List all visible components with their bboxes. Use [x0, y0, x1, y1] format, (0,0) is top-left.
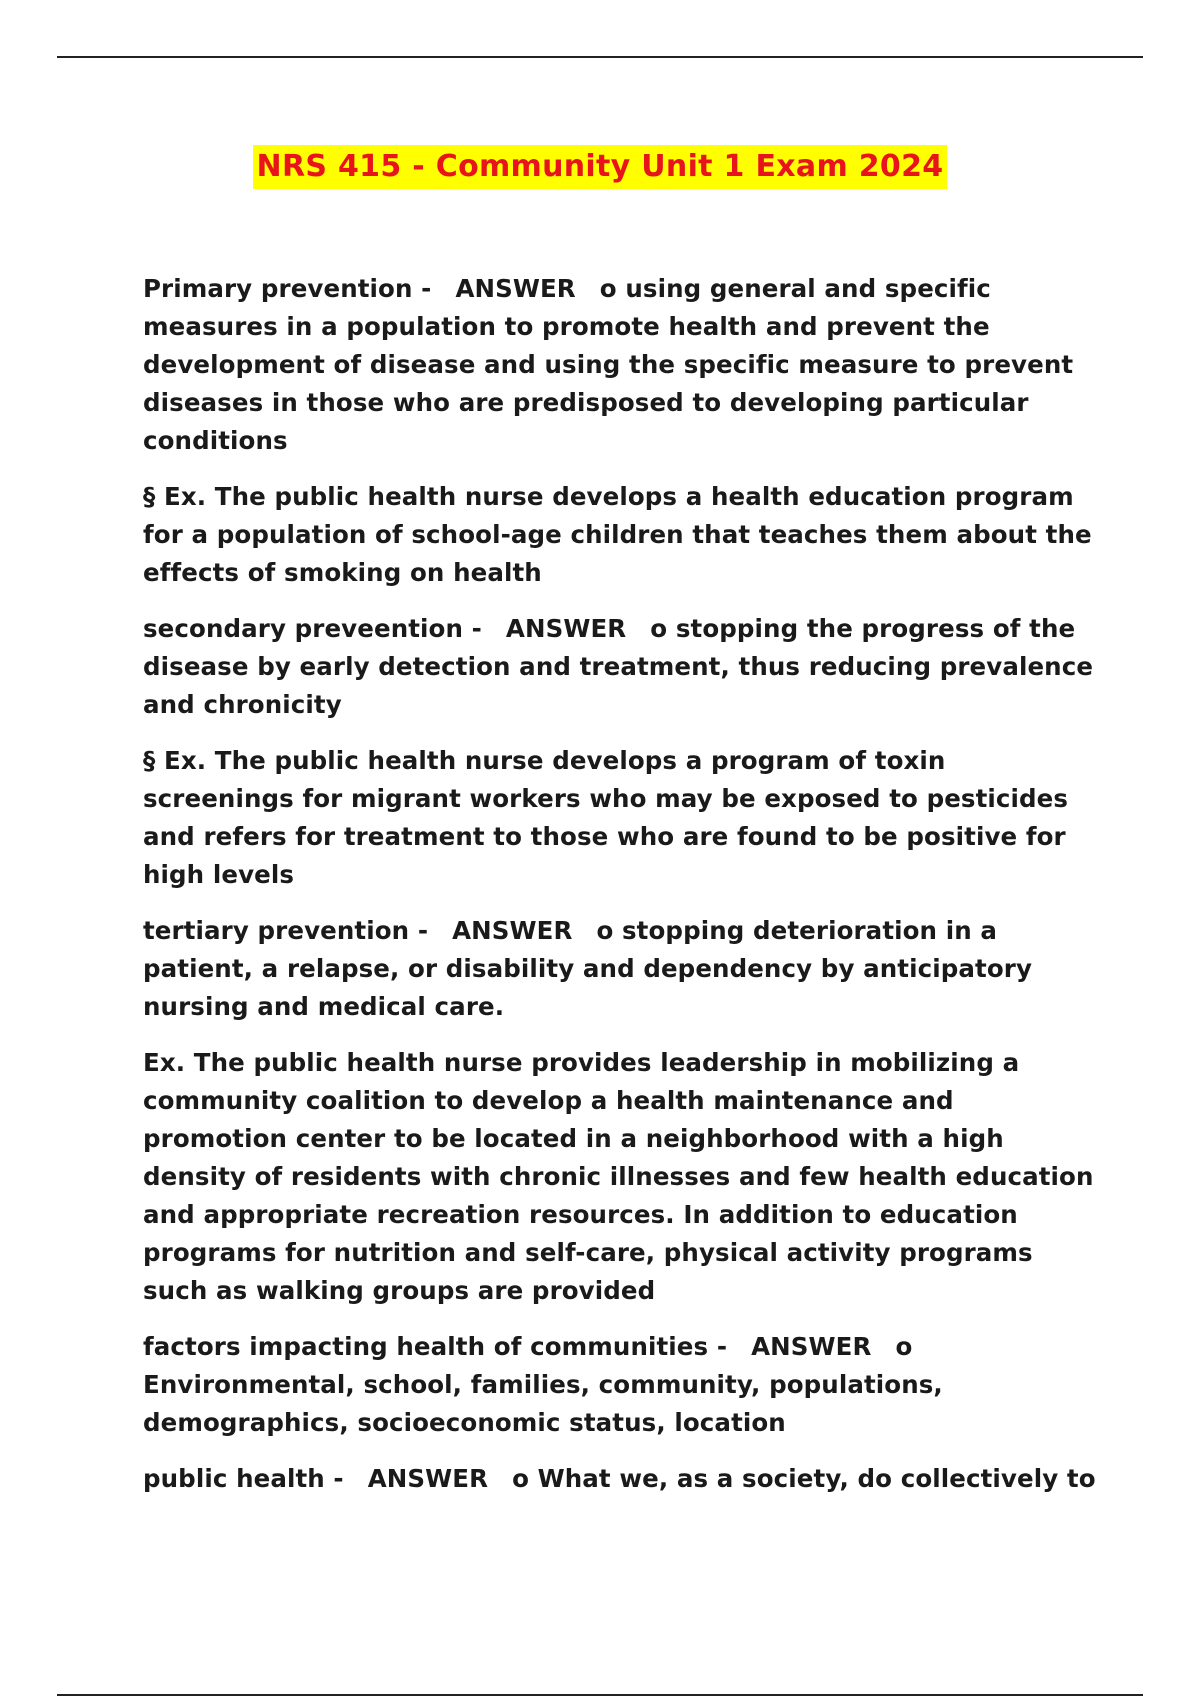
example-text: § Ex. The public health nurse develops a health education program for a population of school-age children that teaches them about the effects of smoking on health — [143, 482, 1092, 587]
answer-text: o What we, as a society, do collectively to — [512, 1464, 1096, 1493]
document-body — [143, 270, 1098, 1516]
example-text: Ex. The public health nurse provides leadership in mobilizing a community coalition to develop a health maintenance and promotion center to be located in a neighborhood with a high density of residents with chronic illnesses and few health education and appropriate recreation resources. In addition to education programs for nutrition and self-care, physical activity programs such as walking groups are provided — [143, 1048, 1094, 1305]
entry-public-health — [143, 1460, 1098, 1498]
answer-label: ANSWER — [452, 916, 573, 945]
top-rule — [57, 56, 1143, 58]
term-text: public health - — [143, 1464, 344, 1493]
example-text: § Ex. The public health nurse develops a program of toxin screenings for migrant workers who may be exposed to pesticides and refers for treatment to those who are found to be positive for high levels — [143, 746, 1069, 889]
page-title: NRS 415 - Community Unit 1 Exam 2024 — [253, 145, 948, 189]
entry-primary-prevention — [143, 270, 1098, 460]
term-text: factors impacting health of communities - — [143, 1332, 728, 1361]
term-text: secondary preveention - — [143, 614, 482, 643]
answer-label: ANSWER — [751, 1332, 872, 1361]
example-secondary-prevention — [143, 742, 1098, 894]
title-container — [0, 145, 1200, 189]
answer-label: ANSWER — [455, 274, 576, 303]
entry-tertiary-prevention — [143, 912, 1098, 1026]
term-text: Primary prevention - — [143, 274, 432, 303]
entry-secondary-prevention — [143, 610, 1098, 724]
bottom-rule — [57, 1694, 1143, 1696]
answer-text: o stopping deterioration in a patient, a relapse, or disability and dependency by anticipatory nursing and medical care. — [143, 916, 1033, 1021]
entry-factors-impacting-health — [143, 1328, 1098, 1442]
answer-label: ANSWER — [367, 1464, 489, 1493]
term-text: tertiary prevention - — [143, 916, 429, 945]
example-tertiary-prevention — [143, 1044, 1098, 1310]
answer-text: o using general and specific measures in a population to promote health and prevent the development of disease and using the specific measure to prevent diseases in those who are predisposed to developing particular conditions — [143, 274, 1074, 455]
answer-text: o stopping the progress of the disease by early detection and treatment, thus reducing prevalence and chronicity — [143, 614, 1094, 719]
example-primary-prevention — [143, 478, 1098, 592]
answer-text: o Environmental, school, families, community, populations, demographics, socioeconomic status, location — [143, 1332, 943, 1437]
answer-label: ANSWER — [505, 614, 627, 643]
